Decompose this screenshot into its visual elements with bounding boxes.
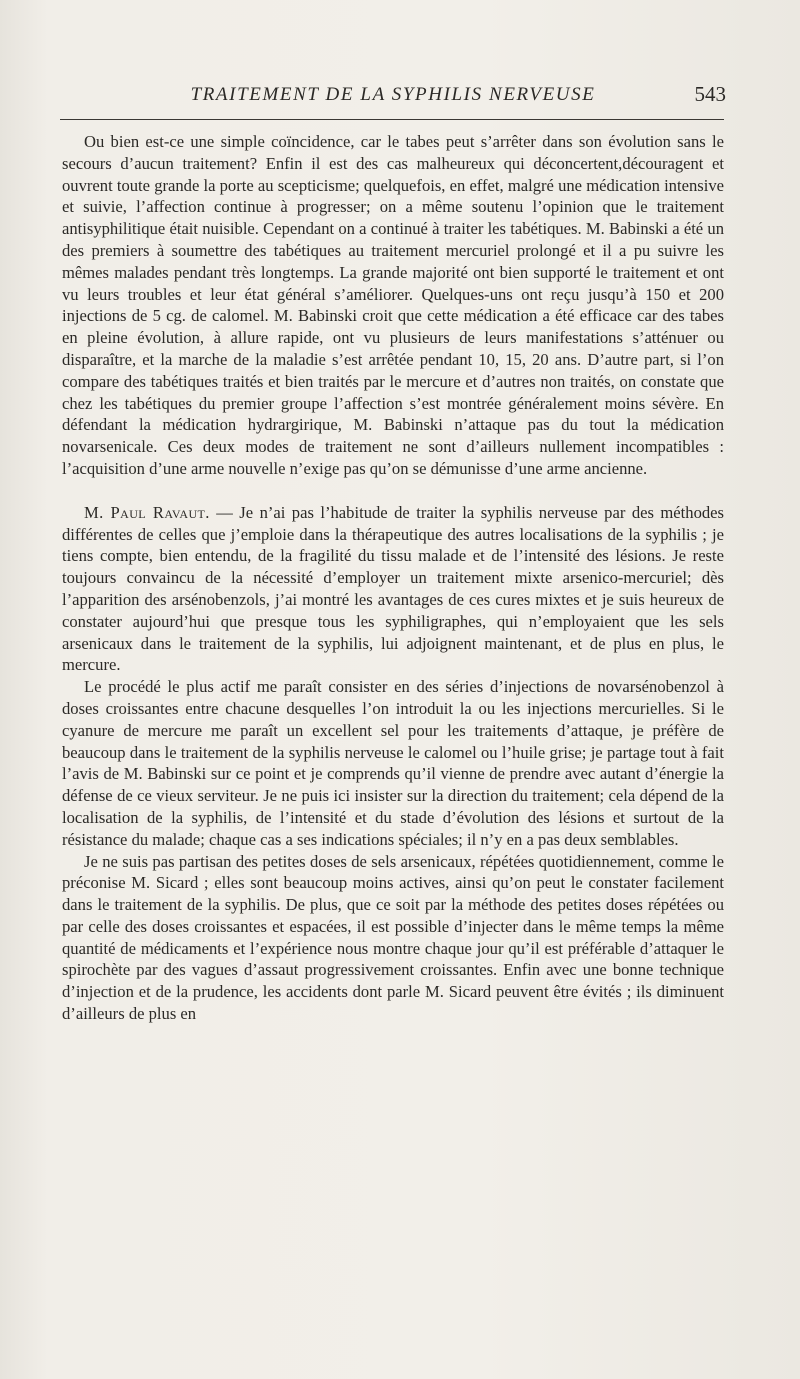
paragraph-4: Je ne suis pas partisan des petites doses de sels arsenicaux, répétées quotidiennement, comme le préconise M. Sicard ; elles sont beaucoup moins actives, ainsi qu’on peut le constater facilement dans le traitement de la syphilis. De plus, que ce soit par la méthode des petites doses répétées ou par celle des doses croissantes et espacées, il est possible d’injecter dans le même temps la même quantité de médicaments et l’expérience nous montre chaque jour qu’il est préférable d’attaquer le spirochète par des vagues d’assaut progressivement croissantes. Enfin avec une bonne technique d’injection et de la prudence, les accidents dont parle M. Sicard peuvent être évités ; ils diminuent d’ailleurs de plus en bbox=[62, 851, 724, 1024]
page-header bbox=[62, 84, 724, 114]
paragraph-3: Le procédé le plus actif me paraît consister en des séries d’injections de novarsénobenzol à doses croissantes entre chacune desquelles l’on introduit la ou les injections mercurielles. Si le cyanure de mercure me paraît un excellent sel pour les traitements d’attaque, je préfère de beaucoup dans le traitement de la syphilis nerveuse le calomel ou l’huile grise; je partage tout à fait l’avis de M. Babinski sur ce point et je comprends qu’il vienne de prendre avec autant d’énergie la défense de ce vieux serviteur. Je ne puis ici insister sur la direction du traitement; cela dépend de la localisation de la syphilis, de l’intensité et du stade d’évolution des lésions et surtout de la résistance du malade; chaque cas a ses indications spéciales; il n’y en a pas deux semblables. bbox=[62, 677, 724, 849]
body-text bbox=[62, 131, 724, 1025]
header-rule bbox=[60, 119, 724, 120]
running-title: TRAITEMENT DE LA SYPHILIS NERVEUSE bbox=[190, 84, 596, 105]
paragraph-1: Ou bien est-ce une simple coïncidence, car le tabes peut s’arrêter dans son évolution sans le secours d’aucun traitement? Enfin il est des cas malheureux qui déconcertent,découragent et ouvrent toute grande la porte au scepticisme; quelquefois, en effet, malgré une médication intensive et suivie, l’affection continue à progresser; on a même soutenu l’opinion que le traitement antisyphilitique était nuisible. Cependant on a continué à traiter les tabétiques. M. Babinski a été un des premiers à soumettre des tabétiques au traitement mercuriel prolongé et il a pu suivre les mêmes malades pendant très longtemps. La grande majorité ont bien supporté le traitement et ont vu leurs troubles et leur état général s’améliorer. Quelques-uns ont reçu jusqu’à 150 et 200 injections de 5 cg. de calomel. M. Babinski croit que cette médication a été efficace car des tabes en pleine évolution, à allure rapide, ont vu plusieurs de leurs manifestations s’atténuer ou disparaître, et la marche de la maladie s’est arrêtée pendant 10, 15, 20 ans. D’autre part, si l’on compare des tabétiques traités et bien traités par le mercure et d’autres non traités, on constate que chez les tabétiques du premier groupe l’affection s’est montrée généralement moins sévère. En défendant la médication hydrargirique, M. Babinski n’attaque pas du tout la médication novarsenicale. Ces deux modes de traitement ne sont d’ailleurs nullement incompatibles : l’acquisition d’une arme nouvelle n’exige pas qu’on se démunisse d’une arme ancienne. bbox=[62, 132, 724, 478]
paragraph-2-text: — Je n’ai pas l’habitude de traiter la syphilis nerveuse par des méthodes différentes de celles que j’emploie dans la thérapeutique des autres localisations de la syphilis ; je tiens compte, bien entendu, de la fragilité du tissu malade et de l’intensité des lésions. Je reste toujours convaincu de la nécessité d’employer un traitement mixte arsenico-mercuriel; dès l’apparition des arsénobenzols, j’ai montré les avantages de ces cures mixtes et je suis heureux de constater aujourd’hui que presque tous les syphiligraphes, qui n’employaient que les sels arsenicaux dans le traitement de la syphilis, lui adjoignent maintenant, et de plus en plus, le mercure. bbox=[62, 502, 724, 675]
speaker-name: M. Paul Ravaut. bbox=[84, 502, 210, 522]
paragraph-2 bbox=[62, 502, 724, 676]
page-number: 543 bbox=[694, 82, 726, 106]
